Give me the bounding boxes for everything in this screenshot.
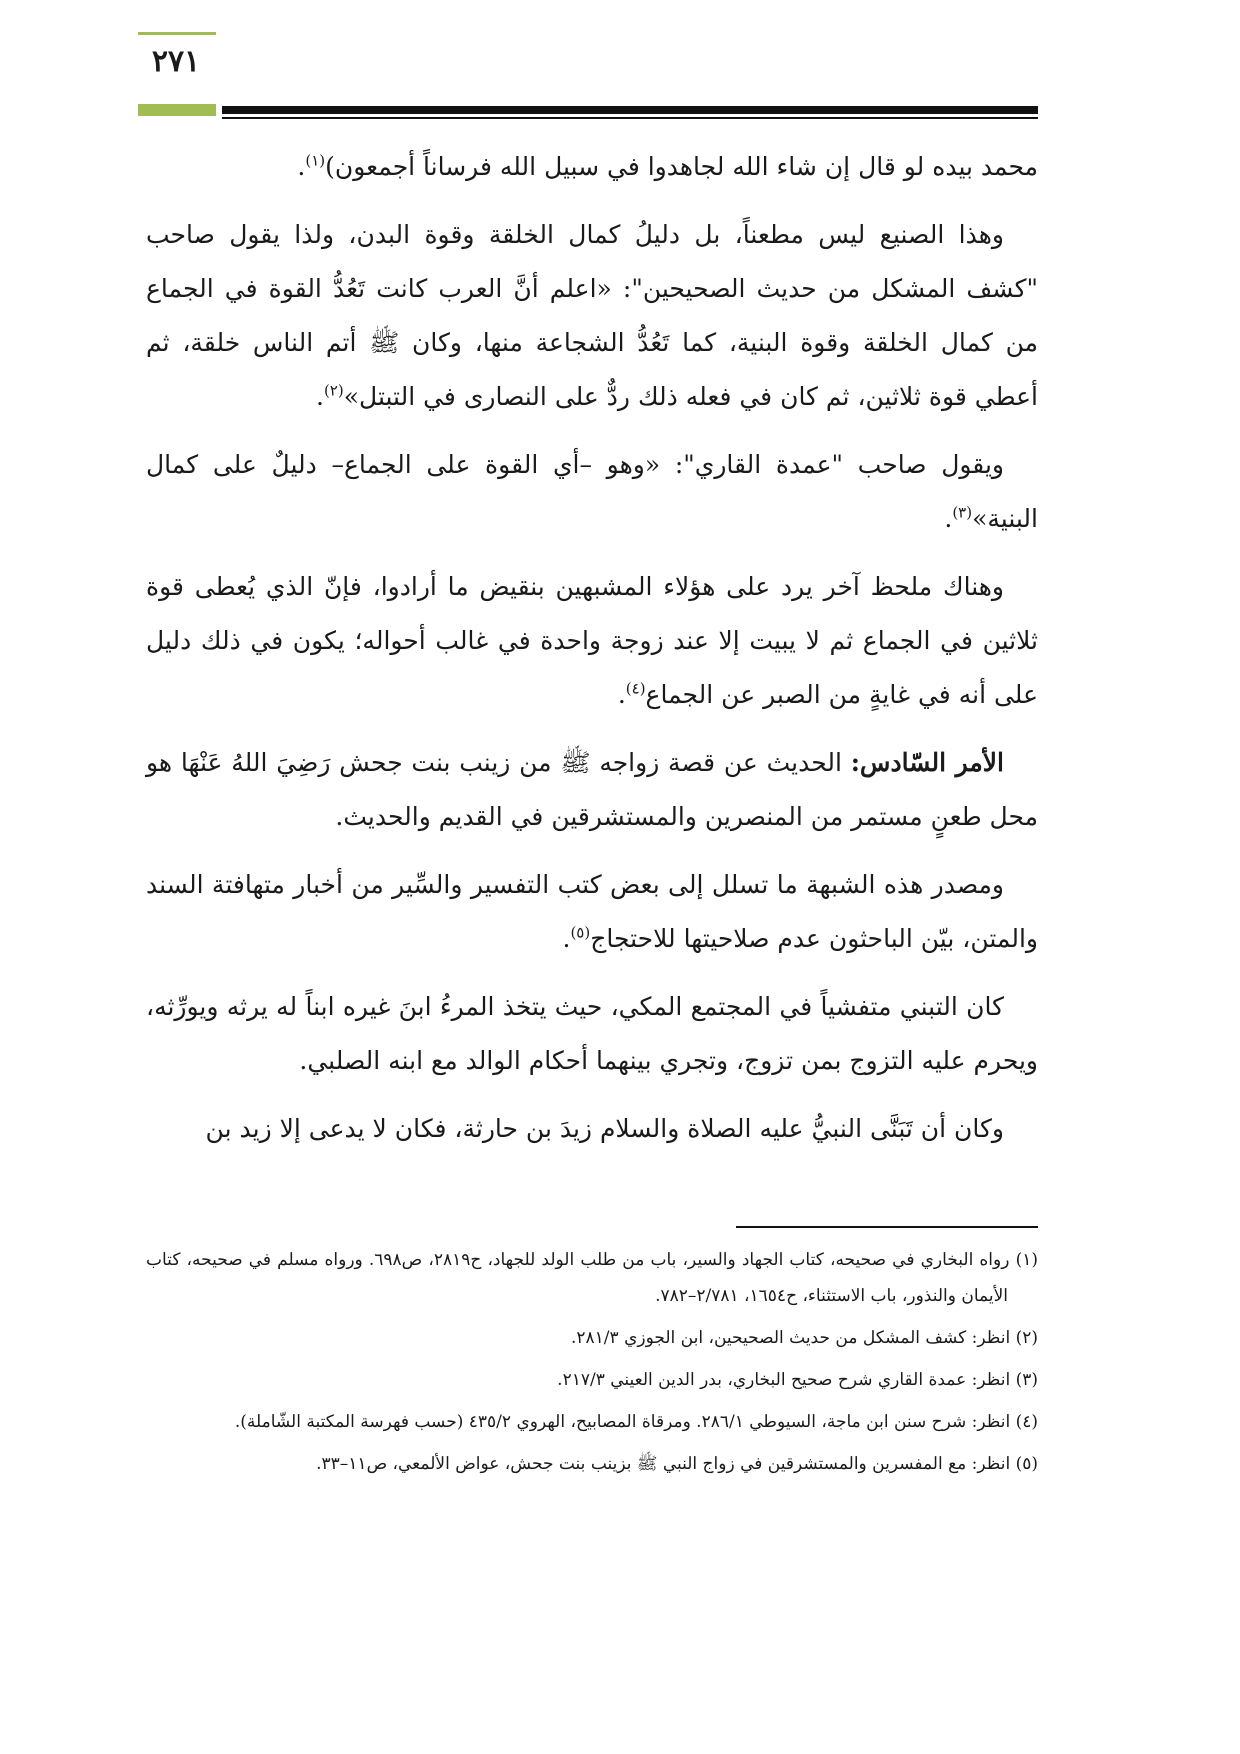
paragraph-5-text: الحديث عن قصة زواجه ﷺ من زينب بنت جحش رَضِيَ اللهُ عَنْهَا هو محل طعنٍ مستمر من المنصرين والمستشرقين في القديم والحديث.	[146, 748, 1038, 831]
paragraph-1	[146, 140, 1038, 194]
footnote-ref-2: (٢)	[323, 381, 344, 400]
page-number: ٢٧١	[151, 44, 201, 79]
footnote-5: (٥) انظر: مع المفسرين والمستشرقين في زواج النبي ﷺ بزينب بنت جحش، عواض الألمعي، ص١١–٣٣.	[316, 1454, 1038, 1474]
footnote-separator	[736, 1226, 1038, 1228]
paragraph-4-end: .	[617, 680, 626, 709]
footnote-ref-4: (٤)	[625, 679, 646, 698]
footnotes	[146, 1242, 1038, 1488]
paragraph-4	[146, 560, 1038, 722]
footnote-4: (٤) انظر: شرح سنن ابن ماجة، السيوطي ٢٨٦/١. ومرقاة المصابيح، الهروي ٤٣٥/٢ (حسب فهرسة المكتبة الشّاملة).	[234, 1412, 1038, 1432]
paragraph-8	[146, 1102, 1038, 1156]
paragraph-1-end: .	[297, 152, 306, 181]
header-accent-bar	[138, 104, 216, 116]
footnote-3: (٣) انظر: عمدة القاري شرح صحيح البخاري، بدر الدين العيني ٢١٧/٣.	[557, 1370, 1038, 1390]
header-rule-thick	[222, 106, 1038, 114]
paragraph-8-text: وكان أن تَبَنَّى النبيُّ عليه الصلاة والسلام زيدَ بن حارثة، فكان لا يدعى إلا زيد بن	[205, 1114, 1004, 1143]
paragraph-3-end: .	[944, 504, 953, 533]
paragraph-6-text: ومصدر هذه الشبهة ما تسلل إلى بعض كتب التفسير والسِّير من أخبار متهافتة السند والمتن، بيّن الباحثون عدم صلاحيتها للاحتجاج	[146, 870, 1038, 953]
paragraph-2-end: .	[315, 382, 324, 411]
header-rule-thin	[222, 117, 1038, 119]
footnote-2: (٢) انظر: كشف المشكل من حديث الصحيحين، ابن الجوزي ٢٨١/٣.	[571, 1328, 1038, 1348]
paragraph-7	[146, 980, 1038, 1088]
paragraph-5	[146, 736, 1038, 844]
section-heading: الأمر السّادس:	[850, 748, 1004, 777]
paragraph-6-end: .	[562, 924, 571, 953]
footnote-ref-5: (٥)	[570, 923, 591, 942]
header-accent-line	[138, 32, 216, 35]
footnote-ref-3: (٣)	[952, 503, 973, 522]
footnote-ref-1: (١)	[305, 151, 326, 170]
paragraph-3	[146, 438, 1038, 546]
footnote-1: (١) رواه البخاري في صحيحه، كتاب الجهاد والسير، باب من طلب الولد للجهاد، ح٢٨١٩، ص٦٩٨. ورواه مسلم في صحيحه، كتاب الأيمان والنذور، باب الاستثناء، ح١٦٥٤، ٢/٧٨١–٧٨٢.	[146, 1250, 1038, 1306]
paragraph-1-text: محمد بيده لو قال إن شاء الله لجاهدوا في سبيل الله فرساناً أجمعون)	[325, 152, 1038, 181]
paragraph-6	[146, 858, 1038, 966]
main-text	[146, 140, 1038, 1170]
paragraph-2	[146, 208, 1038, 424]
paragraph-7-text: كان التبني متفشياً في المجتمع المكي، حيث يتخذ المرءُ ابنَ غيره ابناً له يرثه ويورِّثه، ويحرم عليه التزوج بمن تزوج، وتجري بينهما أحكام الوالد مع ابنه الصلبي.	[146, 992, 1038, 1075]
paragraph-3-text: ويقول صاحب "عمدة القاري": «وهو –أي القوة على الجماع– دليلٌ على كمال البنية»	[146, 450, 1038, 533]
paragraph-2-text: وهذا الصنيع ليس مطعناً، بل دليلُ كمال الخلقة وقوة البدن، ولذا يقول صاحب "كشف المشكل من حديث الصحيحين": «اعلم أنَّ العرب كانت تَعُدُّ القوة في الجماع من كمال الخلقة وقوة البنية، كما تَعُدُّ الشجاعة منها، وكان ﷺ أتم الناس خلقة، ثم أعطي قوة ثلاثين، ثم كان في فعله ذلك ردٌّ على النصارى في التبتل»	[146, 220, 1038, 411]
paragraph-4-text: وهناك ملحظ آخر يرد على هؤلاء المشبهين بنقيض ما أرادوا، فإنّ الذي يُعطى قوة ثلاثين في الجماع ثم لا يبيت إلا عند زوجة واحدة في غالب أحواله؛ يكون في ذلك دليل على أنه في غايةٍ من الصبر عن الجماع	[146, 572, 1038, 709]
